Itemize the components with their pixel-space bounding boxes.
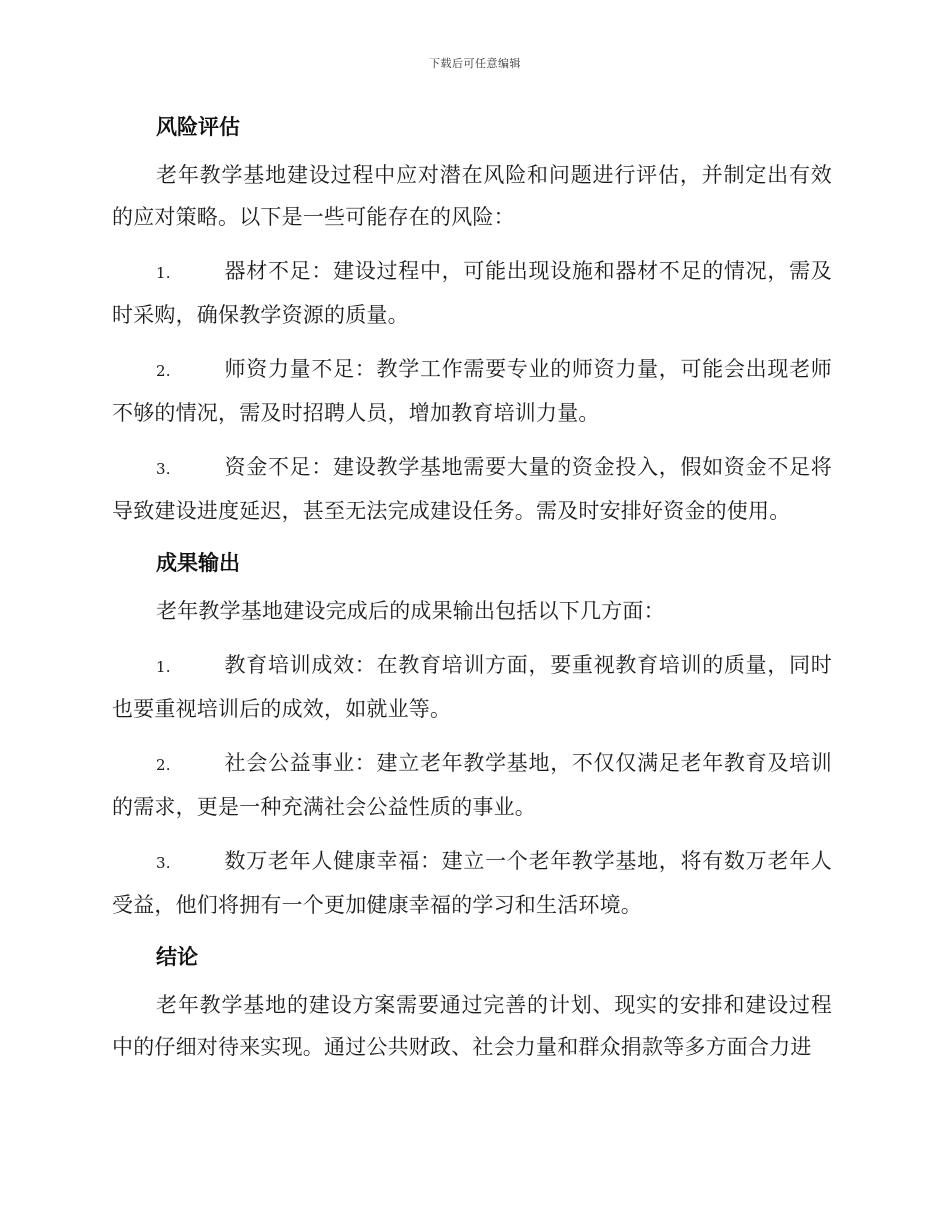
list-number: 2. bbox=[156, 362, 171, 380]
list-item bbox=[112, 644, 832, 730]
section-heading-conclusion: 结论 bbox=[156, 944, 198, 969]
list-number: 1. bbox=[156, 658, 171, 676]
list-item bbox=[112, 446, 832, 532]
list-text: 社会公益事业：建立老年教学基地，不仅仅满足老年教育及培训的需求，更是一种充满社会公益性质的事业。 bbox=[112, 751, 832, 819]
list-number: 2. bbox=[156, 756, 171, 774]
section-heading-output: 成果输出 bbox=[156, 550, 240, 575]
section-intro-conclusion: 老年教学基地的建设方案需要通过完善的计划、现实的安排和建设过程中的仔细对待来实现。通过公共财政、社会力量和群众捐款等多方面合力进 bbox=[112, 993, 832, 1059]
list-text: 数万老年人健康幸福：建立一个老年教学基地，将有数万老年人受益，他们将拥有一个更加健康幸福的学习和生活环境。 bbox=[112, 849, 832, 917]
list-text: 师资力量不足：教学工作需要专业的师资力量，可能会出现老师不够的情况，需及时招聘人员，增加教育培训力量。 bbox=[112, 357, 832, 425]
list-item bbox=[112, 840, 832, 926]
list-number: 3. bbox=[156, 854, 171, 872]
section-heading-risk: 风险评估 bbox=[156, 114, 240, 139]
list-item bbox=[112, 742, 832, 828]
list-number: 3. bbox=[156, 460, 171, 478]
header-note: 下载后可任意编辑 bbox=[429, 57, 521, 70]
list-number: 1. bbox=[156, 264, 171, 282]
list-item bbox=[112, 250, 832, 336]
section-intro-output: 老年教学基地建设完成后的成果输出包括以下几方面： bbox=[156, 599, 665, 623]
list-item bbox=[112, 348, 832, 434]
list-text: 资金不足：建设教学基地需要大量的资金投入，假如资金不足将导致建设进度延迟，甚至无法完成建设任务。需及时安排好资金的使用。 bbox=[112, 455, 832, 523]
document-body bbox=[112, 108, 832, 1080]
list-text: 器材不足：建设过程中，可能出现设施和器材不足的情况，需及时采购，确保教学资源的质量。 bbox=[112, 259, 832, 327]
list-text: 教育培训成效：在教育培训方面，要重视教育培训的质量，同时也要重视培训后的成效，如就业等。 bbox=[112, 653, 832, 721]
section-intro-risk: 老年教学基地建设过程中应对潜在风险和问题进行评估，并制定出有效的应对策略。以下是一些可能存在的风险： bbox=[112, 163, 832, 229]
